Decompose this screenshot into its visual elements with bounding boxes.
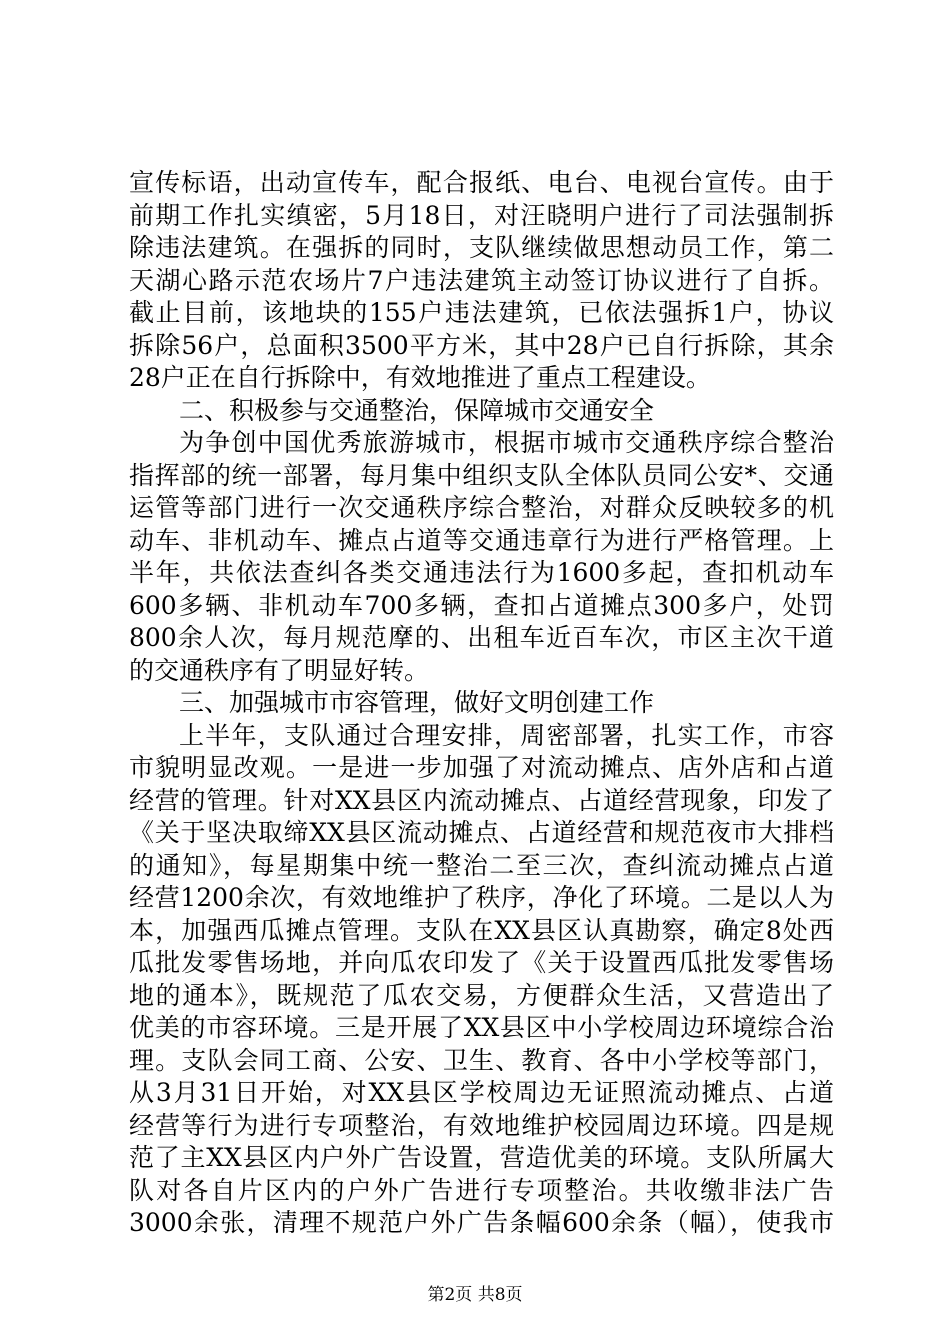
text-line: 运管等部门进行一次交通秩序综合整治，对群众反映较多的机 [129,493,834,522]
text-line: 宣传标语，出动宣传车，配合报纸、电台、电视台宣传。由于 [129,168,834,197]
text-line: 经营等行为进行专项整治，有效地维护校园周边环境。四是规 [129,1110,834,1140]
document-body [129,167,834,1240]
text-line: 从3月31日开始，对XX县区学校周边无证照流动摊点、占道 [129,1078,834,1107]
text-line: 优美的市容环境。三是开展了XX县区中小学校周边环境综合治 [129,1013,834,1042]
text-line: 范了主XX县区内户外广告设置，营造优美的环境。支队所属大 [129,1143,834,1172]
text-line: 拆除56户，总面积3500平方米，其中28户已自行拆除，其余 [129,330,834,360]
text-line: 的通知》，每星期集中统一整治二至三次，查纠流动摊点占道 [129,850,834,880]
text-line: 本，加强西瓜摊点管理。支队在XX县区认真勘察，确定8处西 [129,915,834,945]
text-line: 指挥部的统一部署，每月集中组织支队全体队员同公安*、交通 [129,460,834,490]
text-line: 《关于坚决取缔XX县区流动摊点、占道经营和规范夜市大排档 [129,818,834,847]
text-line: 三、加强城市市容管理，做好文明创建工作 [179,688,655,717]
text-line: 理。支队会同工商、公安、卫生、教育、各中小学校等部门， [129,1045,834,1075]
text-line: 除违法建筑。在强拆的同时，支队继续做思想动员工作，第二 [129,233,834,262]
text-line: 600多辆、非机动车700多辆，查扣占道摊点300多户，处罚 [129,590,834,620]
text-line: 28户正在自行拆除中，有效地推进了重点工程建设。 [129,363,711,392]
page-number-label: 第2页 共8页 [427,1285,523,1305]
text-line: 800余人次，每月规范摩的、出租车近百车次，市区主次干道 [129,623,834,652]
text-line: 的交通秩序有了明显好转。 [129,655,430,685]
text-line: 经营的管理。针对XX县区内流动摊点、占道经营现象，印发了 [129,785,834,815]
text-line: 为争创中国优秀旅游城市，根据市城市交通秩序综合整治 [179,428,834,457]
text-line: 3000余张，清理不规范户外广告条幅600余条（幅），使我市 [129,1208,834,1237]
text-line: 动车、非机动车、摊点占道等交通违章行为进行严格管理。上 [129,525,834,555]
text-line: 队对各自片区内的户外广告进行专项整治。共收缴非法广告 [129,1175,834,1205]
text-line: 前期工作扎实缜密，5月18日，对汪晓明户进行了司法强制拆 [129,200,834,230]
page-footer [0,1284,950,1306]
text-line: 地的通本》，既规范了瓜农交易，方便群众生活，又营造出了 [129,980,834,1010]
text-line: 瓜批发零售场地，并向瓜农印发了《关于设置西瓜批发零售场 [129,948,834,977]
text-line: 市貌明显改观。一是进一步加强了对流动摊点、店外店和占道 [129,753,834,782]
text-line: 天湖心路示范农场片7户违法建筑主动签订协议进行了自拆。 [129,265,834,295]
text-line: 截止目前，该地块的155户违法建筑，已依法强拆1户，协议 [129,298,834,327]
text-line: 经营1200余次，有效地维护了秩序，净化了环境。二是以人为 [129,883,834,912]
text-line: 二、积极参与交通整治，保障城市交通安全 [179,395,655,425]
text-line: 上半年，支队通过合理安排，周密部署，扎实工作，市容 [179,720,834,750]
text-line: 半年，共依法查纠各类交通违法行为1600多起，查扣机动车 [129,558,834,587]
